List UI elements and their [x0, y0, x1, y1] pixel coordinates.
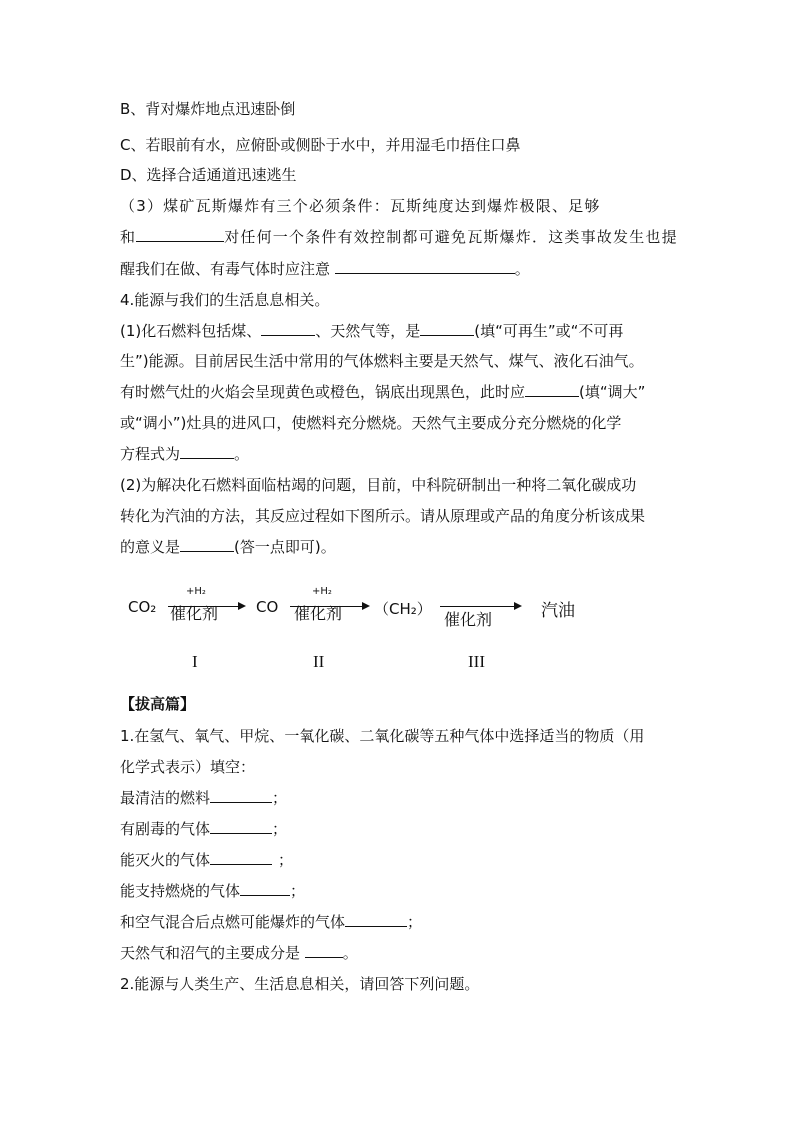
catalyst-label: 催化剂	[444, 610, 493, 629]
reaction-arrow	[440, 606, 520, 607]
semicolon: ；	[272, 789, 288, 807]
q2-line: 2.能源与人类生产、生活息息相关，请回答下列问题。	[120, 975, 480, 993]
fill-text: 最清洁的燃料	[120, 789, 211, 807]
q4-p2-line3	[120, 536, 336, 558]
catalyst-label: 催化剂	[170, 604, 219, 623]
fill-fire-extinguishing-gas	[120, 849, 293, 871]
reaction-diagram	[0, 580, 794, 680]
q1-line1	[120, 725, 644, 747]
fill-text: 能灭火的气体	[120, 851, 211, 869]
fill-text: 和空气混合后点燃可能爆炸的气体	[120, 913, 346, 931]
h2-condition: +H₂	[312, 586, 332, 597]
option-b: B、背对爆炸地点迅速卧倒	[120, 100, 296, 118]
q4-p2-line2: 转化为汽油的方法，其反应过程如下图所示。请从原理或产品的角度分析该成果	[120, 507, 646, 525]
q4-text: 。	[234, 445, 250, 463]
answer-blank[interactable]	[335, 259, 515, 274]
ch2-label: （CH₂）	[374, 600, 432, 618]
fill-text: 天然气和沼气的主要成分是	[120, 944, 305, 962]
section-heading: 【拔高篇】	[120, 695, 196, 713]
step-label-2: II	[313, 652, 325, 671]
answer-blank[interactable]	[305, 943, 343, 958]
q4-text: (1)化石燃料包括煤、	[120, 322, 262, 340]
fill-natural-gas-component	[120, 942, 358, 964]
answer-blank[interactable]	[210, 788, 272, 803]
gasoline-label: 汽油	[541, 601, 575, 621]
answer-blank[interactable]	[136, 227, 224, 242]
answer-blank[interactable]	[210, 819, 272, 834]
fill-toxic-gas	[120, 818, 287, 840]
semicolon: ；	[290, 882, 306, 900]
answer-blank[interactable]	[525, 382, 579, 397]
answer-blank[interactable]	[240, 881, 290, 896]
q3-line1: （3）煤矿瓦斯爆炸有三个必须条件：瓦斯纯度达到爆炸极限、足够	[120, 197, 601, 215]
reaction-arrow	[168, 606, 244, 607]
answer-blank[interactable]	[345, 912, 407, 927]
catalyst-label: 催化剂	[294, 604, 343, 623]
option-c: C、若眼前有水，应俯卧或侧卧于水中，并用湿毛巾捂住口鼻	[120, 136, 521, 154]
option-d: D、选择合适通道迅速逃生	[120, 166, 297, 184]
q4-text: 有时燃气灶的火焰会呈现黄色或橙色，锅底出现黑色，此时应	[120, 383, 526, 401]
answer-blank[interactable]	[420, 321, 474, 336]
q4-p1-line2: 生”)能源。目前居民生活中常用的气体燃料主要是天然气、煤气、液化石油气。	[120, 352, 644, 370]
q3-text: 醒我们在做、有毒气体时应注意	[120, 260, 335, 278]
q4-p2-line1: (2)为解决化石燃料面临枯竭的问题，目前，中科院研制出一种将二氧化碳成功	[120, 476, 637, 494]
semicolon: ；	[407, 913, 423, 931]
reaction-arrow	[290, 606, 368, 607]
q4-text: (答一点即可)。	[234, 538, 336, 556]
q4-text: (填“调大”	[579, 383, 646, 401]
step-label-1: I	[192, 652, 198, 671]
answer-blank[interactable]	[180, 537, 234, 552]
q4-p1-line5	[120, 443, 249, 465]
q4-text: (填“可再生”或“不可再	[474, 322, 624, 340]
period: 。	[342, 944, 358, 962]
answer-blank[interactable]	[261, 321, 315, 336]
fill-explosive-gas	[120, 911, 422, 933]
q1-line2: 化学式表示）填空：	[120, 758, 256, 776]
h2-condition: +H₂	[186, 586, 206, 597]
fill-text: 能支持燃烧的气体	[120, 882, 241, 900]
q4-text: 的意义是	[120, 538, 181, 556]
q1-text: 1.在氢气、氧气、甲烷、一氧化碳、二氧化碳等五种气体中选择适当的物质（用	[120, 727, 645, 745]
co2-label: CO₂	[128, 598, 157, 616]
fill-combustion-support-gas	[120, 880, 305, 902]
step-label-3: III	[468, 652, 485, 671]
q4-text: 方程式为	[120, 445, 181, 463]
q4-p1-line4: 或“调小”)灶具的进风口，使燃料充分燃烧。天然气主要成分充分燃烧的化学	[120, 414, 622, 432]
q4-text: 、天然气等，是	[315, 322, 421, 340]
q4-p1-line1	[120, 320, 623, 342]
q3-text: 和	[120, 228, 137, 246]
semicolon: ；	[278, 851, 294, 869]
q4-title: 4.能源与我们的生活息息相关。	[120, 291, 330, 309]
answer-blank[interactable]	[210, 850, 272, 865]
q3-text: 。	[514, 260, 530, 278]
fill-text: 有剧毒的气体	[120, 820, 211, 838]
co-label: CO	[256, 598, 279, 616]
q3-line2	[120, 226, 678, 248]
semicolon: ；	[272, 820, 288, 838]
answer-blank[interactable]	[180, 444, 234, 459]
q3-text: 对任何一个条件有效控制都可避免瓦斯爆炸．这类事故发生也提	[224, 228, 678, 246]
q3-line3	[120, 258, 530, 280]
q4-p1-line3	[120, 381, 645, 403]
fill-cleanest-fuel	[120, 787, 287, 809]
